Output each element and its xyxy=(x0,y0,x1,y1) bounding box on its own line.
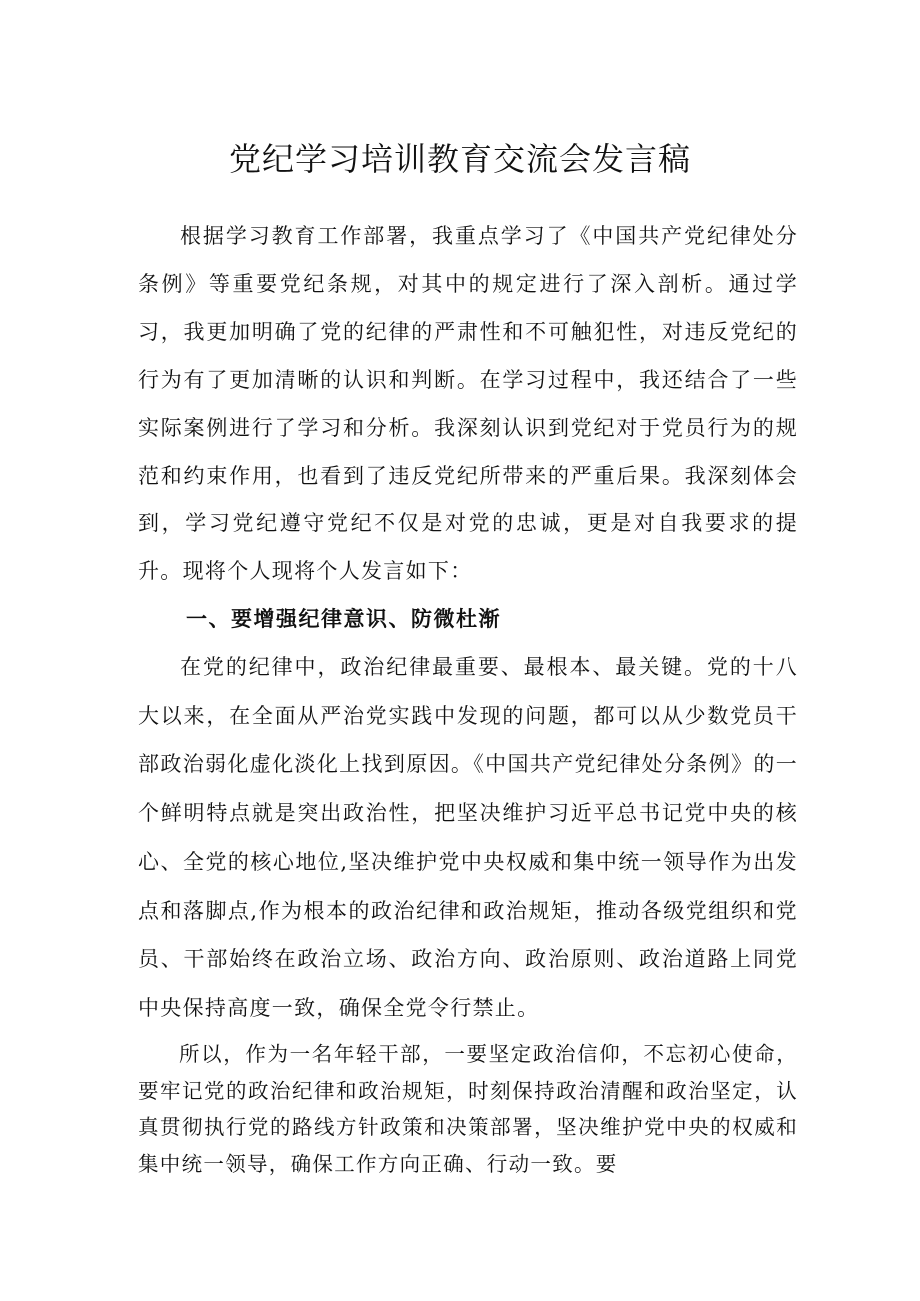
paragraph-political-discipline: 在党的纪律中，政治纪律最重要、最根本、最关键。党的十八大以来，在全面从严治党实践中发现的问题，都可以从少数党员干部政治弱化虚化淡化上找到原因。《中国共产党纪律处分条例》的一个鲜明特点就是突出政治性，把坚决维护习近平总书记党中央的核心、全党的核心地位,坚决维护党中央权威和集中统一领导作为出发点和落脚点,作为根本的政治纪律和政治规矩，推动各级党组织和党员、干部始终在政治立场、政治方向、政治原则、政治道路上同党中央保持高度一致，确保全党令行禁止。 xyxy=(138,655,798,1020)
document-title: 党纪学习培训教育交流会发言稿 xyxy=(228,140,691,179)
paragraph-young-cadre: 所以，作为一名年轻干部，一要坚定政治信仰，不忘初心使命，要牢记党的政治纪律和政治规矩，时刻保持政治清醒和政治坚定，认真贯彻执行党的路线方针政策和决策部署，坚决维护党中央的权威和集中统一领导，确保工作方向正确、行动一致。要 xyxy=(138,1042,798,1176)
section-heading-1: 一、要增强纪律意识、防微杜渐 xyxy=(186,607,501,631)
paragraph-intro: 根据学习教育工作部署，我重点学习了《中国共产党纪律处分条例》等重要党纪条规，对其中的规定进行了深入剖析。通过学习，我更加明确了党的纪律的严肃性和不可触犯性，对违反党纪的行为有了更加清晰的认识和判断。在学习过程中，我还结合了一些实际案例进行了学习和分析。我深刻认识到党纪对于党员行为的规范和约束作用，也看到了违反党纪所带来的严重后果。我深刻体会到，学习党纪遵守党纪不仅是对党的忠诚，更是对自我要求的提升。现将个人现将个人发言如下： xyxy=(138,224,798,584)
